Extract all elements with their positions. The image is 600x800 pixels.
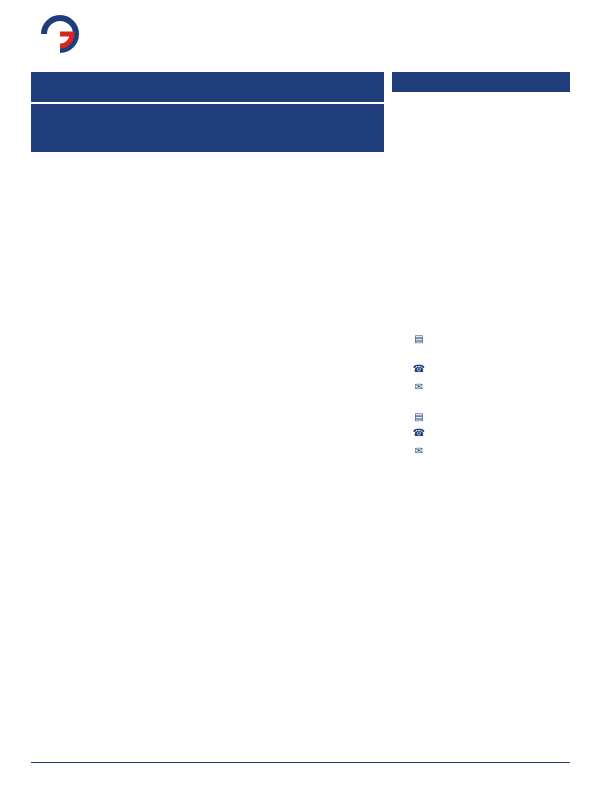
license-icon: ▤	[414, 411, 424, 423]
phone-icon: ☎	[412, 363, 426, 375]
email-icon: ✉	[414, 445, 424, 457]
report-title	[31, 72, 384, 102]
license-icon: ▤	[414, 333, 424, 345]
phone-icon: ☎	[412, 427, 426, 439]
rating-box	[392, 72, 570, 132]
email-icon: ✉	[414, 381, 424, 393]
contact-block	[394, 512, 570, 544]
report-date-row	[392, 112, 570, 132]
analyst-block	[392, 318, 572, 460]
gf-logo-icon	[38, 12, 198, 56]
prev-rating-row	[392, 92, 570, 112]
report-subtitle	[31, 104, 384, 152]
relative-performance-chart	[393, 163, 571, 291]
rating-header	[392, 72, 570, 92]
footer-divider	[31, 762, 570, 763]
